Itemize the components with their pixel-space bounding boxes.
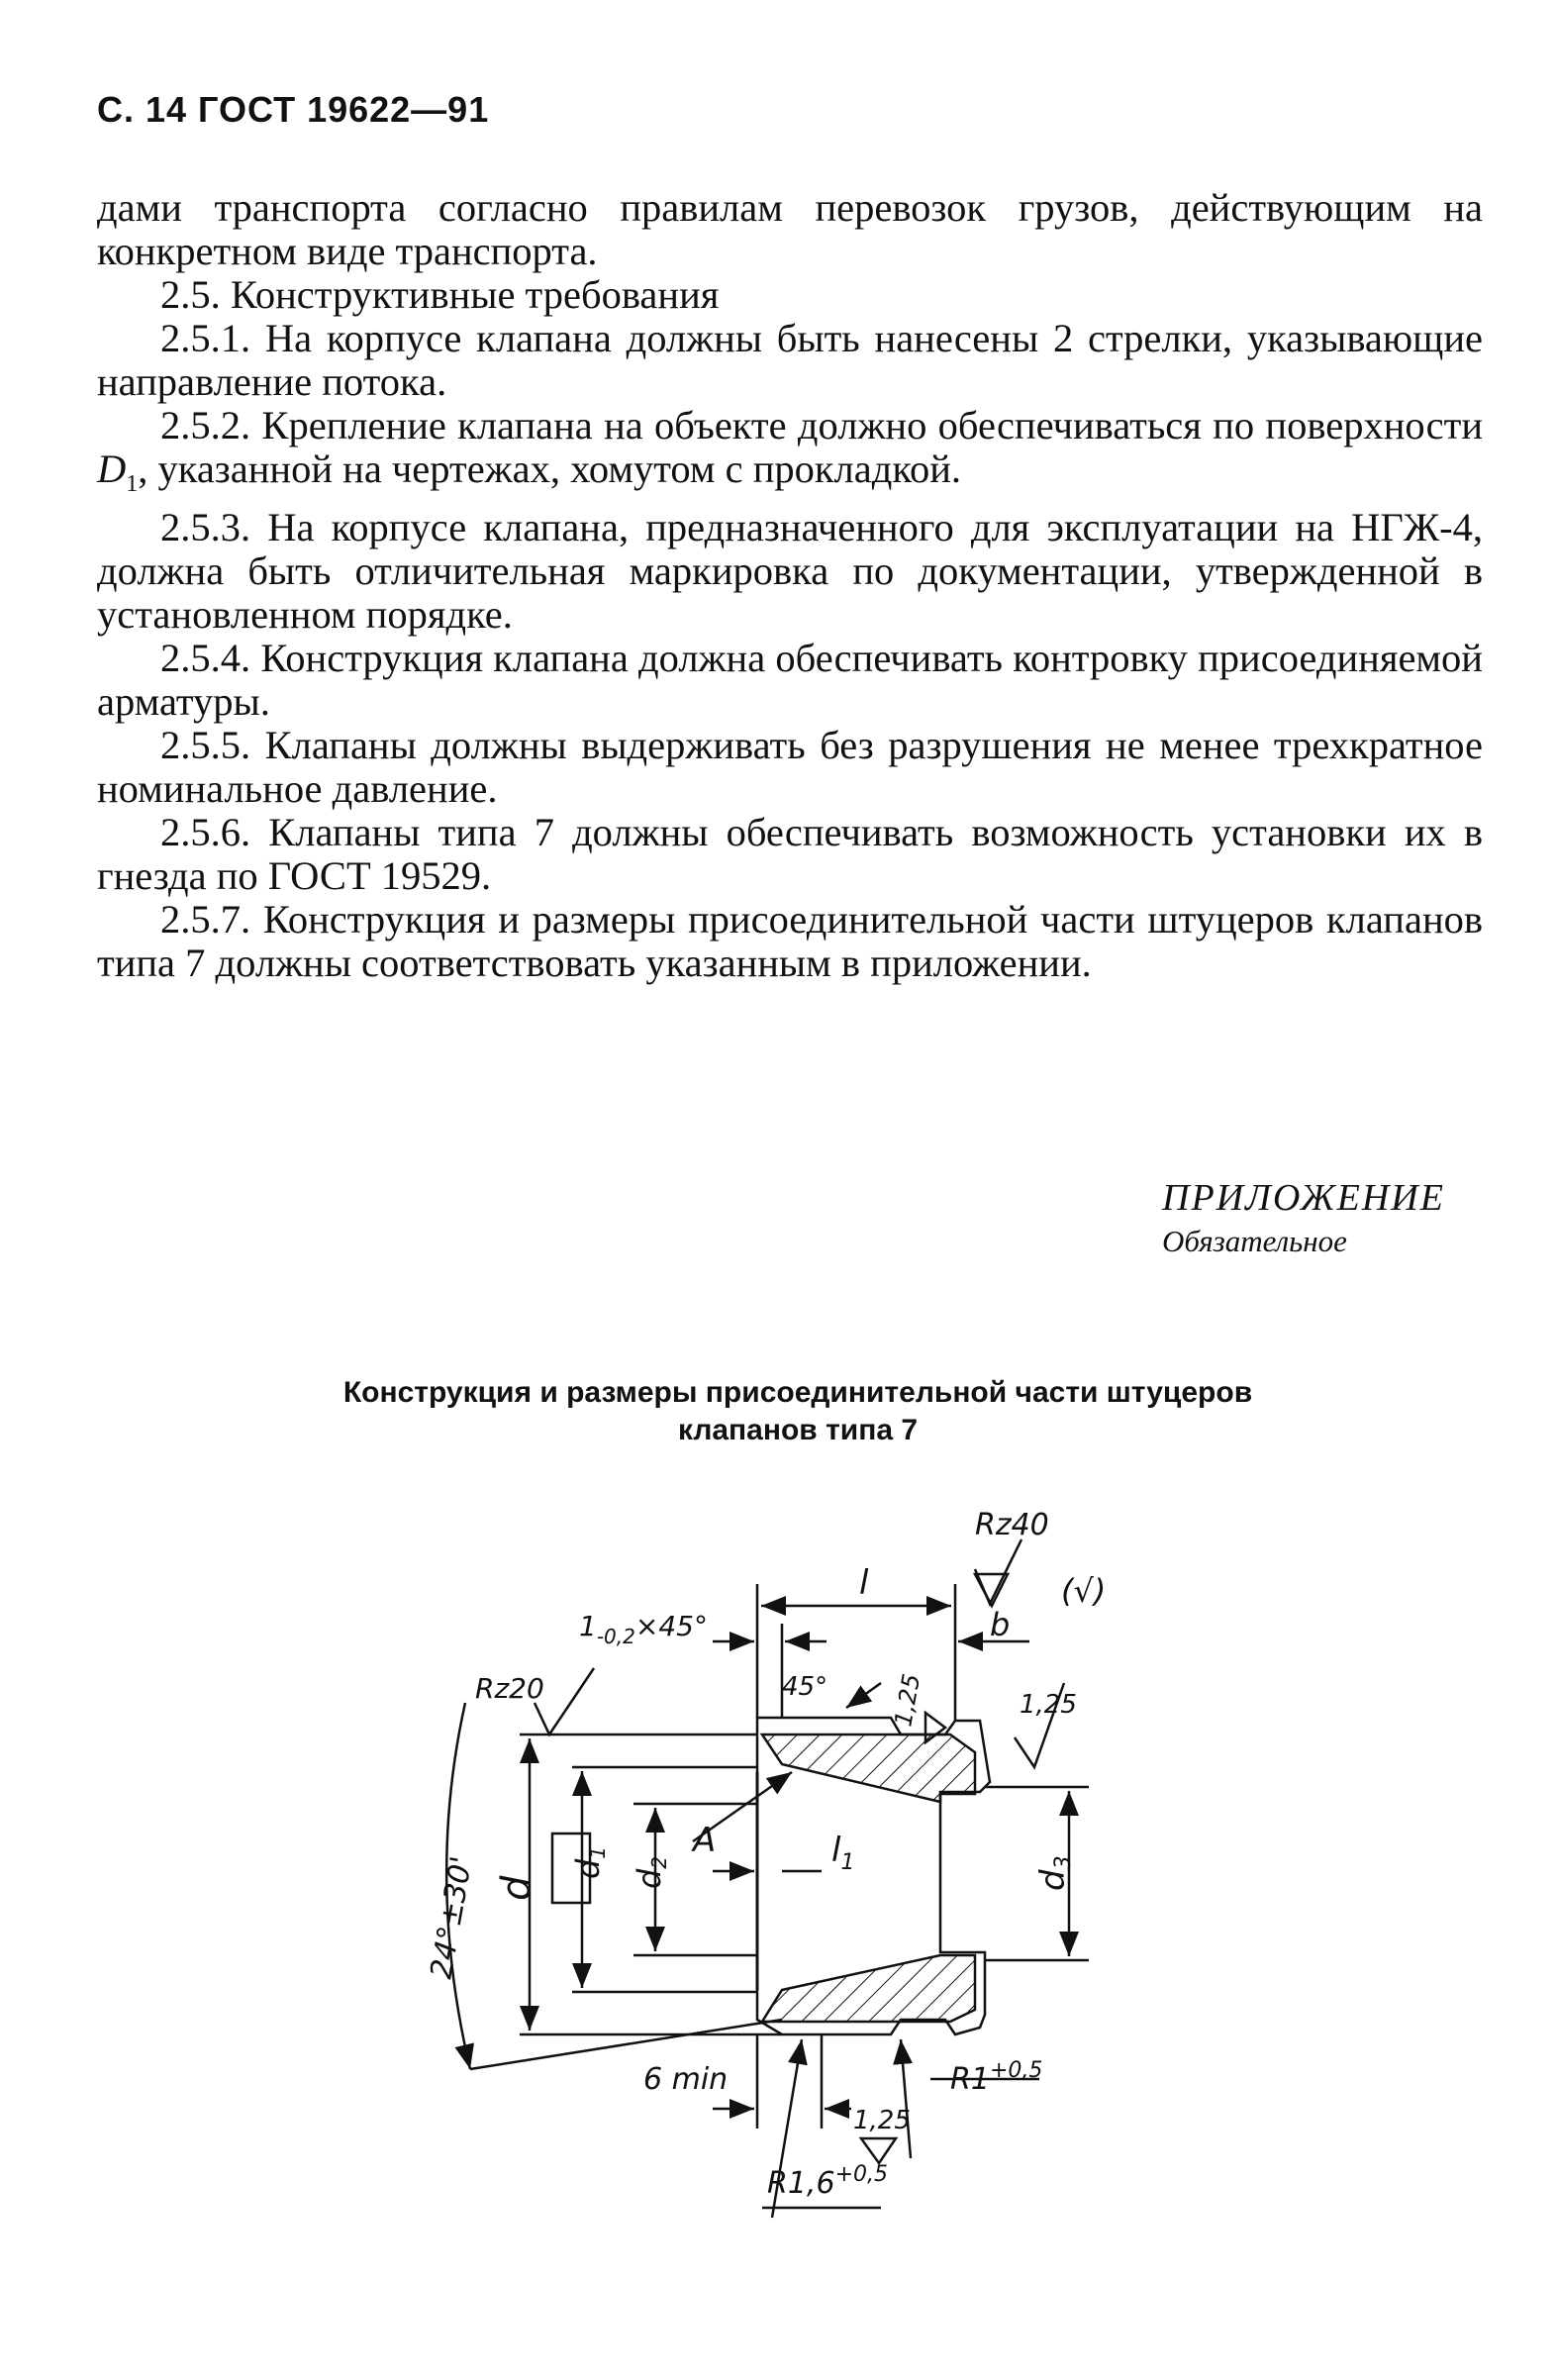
label-rz20: Rz20 — [475, 1672, 544, 1705]
page-header: С. 14 ГОСТ 19622—91 — [97, 89, 490, 130]
label-d2: d2 — [631, 1855, 671, 1889]
label-rz40: Rz40 — [975, 1508, 1049, 1542]
label-b: b — [990, 1606, 1011, 1643]
label-d1: d1 — [569, 1845, 610, 1879]
label-d: d — [494, 1875, 539, 1901]
paragraph: 2.5.4. Конструкция клапана должна обеспечивать контровку присоединяемой арматуры. — [97, 636, 1483, 725]
d1-symbol: $D_1$ — [97, 446, 139, 498]
paragraph-text: 2.5.2. Крепление клапана на объекте должно обеспечиваться по поверхности — [160, 403, 1483, 447]
paragraph: 2.5.5. Клапаны должны выдерживать без разрушения не менее трехкратное номинальное давление. — [97, 723, 1483, 812]
label-l1: $l_1$ — [831, 1831, 855, 1875]
appendix-subtitle: Обязательное — [1162, 1224, 1347, 1258]
hatch-top — [762, 1735, 975, 1802]
label-l: l — [859, 1563, 869, 1603]
hatch-bottom — [762, 1955, 975, 2022]
appendix-title: ПРИЛОЖЕНИЕ — [1162, 1177, 1445, 1219]
paragraph-text: , указанной на чертежах, хомутом с прокладкой. — [138, 446, 962, 491]
label-r1: $R1^{+0,5}$ — [950, 2058, 1043, 2097]
label-A: A — [693, 1821, 717, 1860]
label-check: (√) — [1061, 1572, 1107, 1610]
label-bmin: 6 min — [643, 2062, 729, 2097]
paragraph: дами транспорта согласно правилам перевозок грузов, действующим на конкретном виде транспорта. — [97, 185, 1483, 273]
label-r125c: 1,25 — [853, 2106, 911, 2135]
paragraph: 2.5.3. На корпусе клапана, предназначенного для эксплуатации на НГЖ-4, должна быть отличительная маркировка по документации, утвержденной в установленном порядке. — [97, 505, 1483, 638]
figure-title-line2: клапанов типа 7 — [677, 1414, 919, 1446]
label-d3: d3 — [1033, 1855, 1076, 1891]
section-heading: 2.5. Конструктивные требования — [160, 272, 720, 317]
paragraph: 2.5.6. Клапаны типа 7 должны обеспечивать возможность установки их в гнезда по ГОСТ 19529. — [97, 810, 1483, 899]
paragraph: 2.5.1. На корпусе клапана должны быть нанесены 2 стрелки, указывающие направление потока. — [97, 316, 1483, 404]
label-r16: $R1,6^{+0,5}$ — [767, 2162, 888, 2201]
label-chamfer: $1_{-0,2}\times 45^\circ$ — [579, 1610, 708, 1648]
label-r125b: 1,25 — [1020, 1690, 1077, 1720]
label-r125a: 1,25 — [889, 1671, 926, 1730]
paragraph: 2.5.7. Конструкция и размеры присоединительной части штуцеров клапанов типа 7 должны соответствовать указанным в приложении. — [97, 897, 1483, 986]
figure-title-line1: Конструкция и размеры присоединительной части штуцеров — [342, 1376, 1253, 1409]
label-angle24: 24°±30' — [424, 1853, 480, 1982]
label-angle45: 45° — [782, 1672, 828, 1702]
